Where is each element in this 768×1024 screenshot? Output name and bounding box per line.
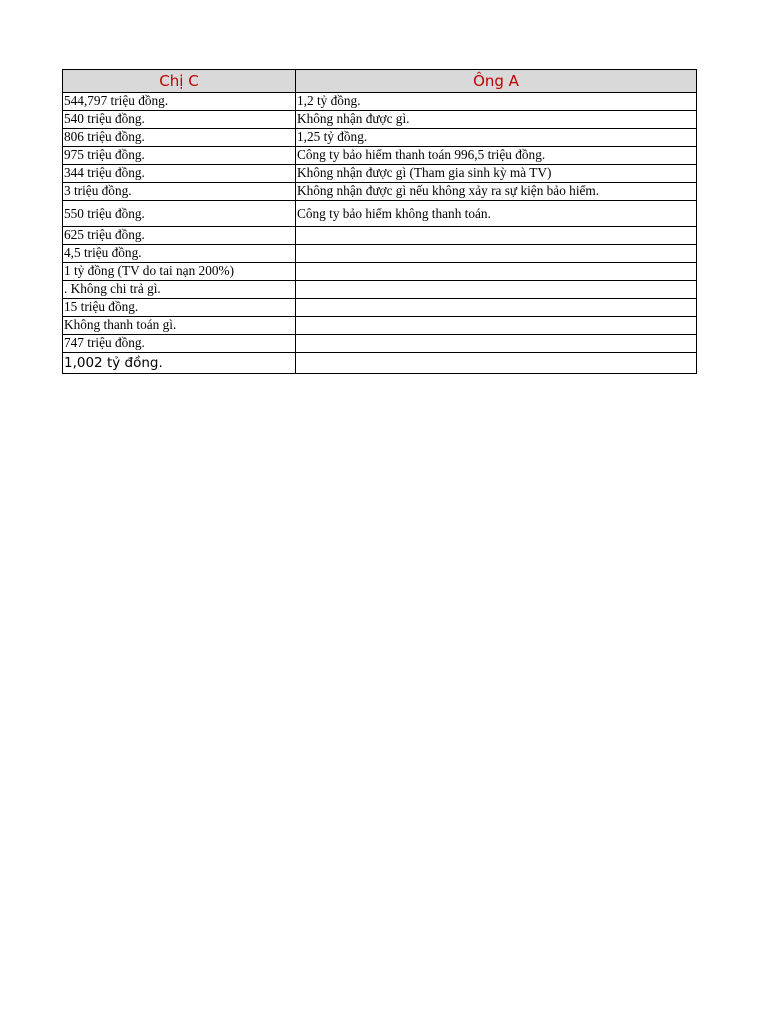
table-row	[63, 183, 697, 201]
cell-ong-a[interactable]: 1,25 tỷ đồng.	[296, 129, 697, 147]
table-row	[63, 245, 697, 263]
table-row	[63, 93, 697, 111]
table-row	[63, 201, 697, 227]
cell-chi-c[interactable]: 3 triệu đồng.	[63, 183, 296, 201]
cell-chi-c[interactable]: 1,002 tỷ đồng.	[63, 353, 296, 374]
cell-ong-a[interactable]	[296, 281, 697, 299]
table-row	[63, 281, 697, 299]
table-row	[63, 263, 697, 281]
cell-ong-a[interactable]	[296, 353, 697, 374]
cell-chi-c[interactable]: 344 triệu đồng.	[63, 165, 296, 183]
cell-ong-a[interactable]	[296, 245, 697, 263]
cell-chi-c[interactable]: 806 triệu đồng.	[63, 129, 296, 147]
table-row	[63, 165, 697, 183]
cell-chi-c[interactable]: 625 triệu đồng.	[63, 227, 296, 245]
cell-chi-c[interactable]: 540 triệu đồng.	[63, 111, 296, 129]
cell-chi-c[interactable]: Không thanh toán gì.	[63, 317, 296, 335]
cell-chi-c[interactable]: 544,797 triệu đồng.	[63, 93, 296, 111]
cell-ong-a[interactable]	[296, 317, 697, 335]
cell-chi-c[interactable]: 1 tỷ đồng (TV do tai nạn 200%)	[63, 263, 296, 281]
table-row	[63, 317, 697, 335]
cell-chi-c[interactable]: 4,5 triệu đồng.	[63, 245, 296, 263]
cell-ong-a[interactable]: 1,2 tỷ đồng.	[296, 93, 697, 111]
header-row	[63, 70, 697, 93]
cell-chi-c[interactable]: 975 triệu đồng.	[63, 147, 296, 165]
cell-ong-a[interactable]: Không nhận được gì.	[296, 111, 697, 129]
comparison-table	[62, 69, 697, 374]
cell-chi-c[interactable]: 747 triệu đồng.	[63, 335, 296, 353]
cell-ong-a[interactable]: Công ty bảo hiểm thanh toán 996,5 triệu đồng.	[296, 147, 697, 165]
cell-ong-a[interactable]	[296, 263, 697, 281]
cell-ong-a[interactable]	[296, 227, 697, 245]
cell-ong-a[interactable]	[296, 299, 697, 317]
table-row	[63, 147, 697, 165]
table-row	[63, 299, 697, 317]
table-row	[63, 129, 697, 147]
table-row	[63, 111, 697, 129]
table-row	[63, 335, 697, 353]
cell-ong-a[interactable]: Công ty bảo hiểm không thanh toán.	[296, 201, 697, 227]
cell-ong-a[interactable]: Không nhận được gì (Tham gia sinh kỳ mà TV)	[296, 165, 697, 183]
cell-ong-a[interactable]: Không nhận được gì nếu không xảy ra sự kiện bảo hiểm.	[296, 183, 697, 201]
header-chi-c: Chị C	[63, 70, 296, 93]
cell-chi-c[interactable]: . Không chi trả gì.	[63, 281, 296, 299]
table-row	[63, 227, 697, 245]
header-ong-a: Ông A	[296, 70, 697, 93]
cell-ong-a[interactable]	[296, 335, 697, 353]
table-row	[63, 353, 697, 374]
cell-chi-c[interactable]: 550 triệu đồng.	[63, 201, 296, 227]
cell-chi-c[interactable]: 15 triệu đồng.	[63, 299, 296, 317]
